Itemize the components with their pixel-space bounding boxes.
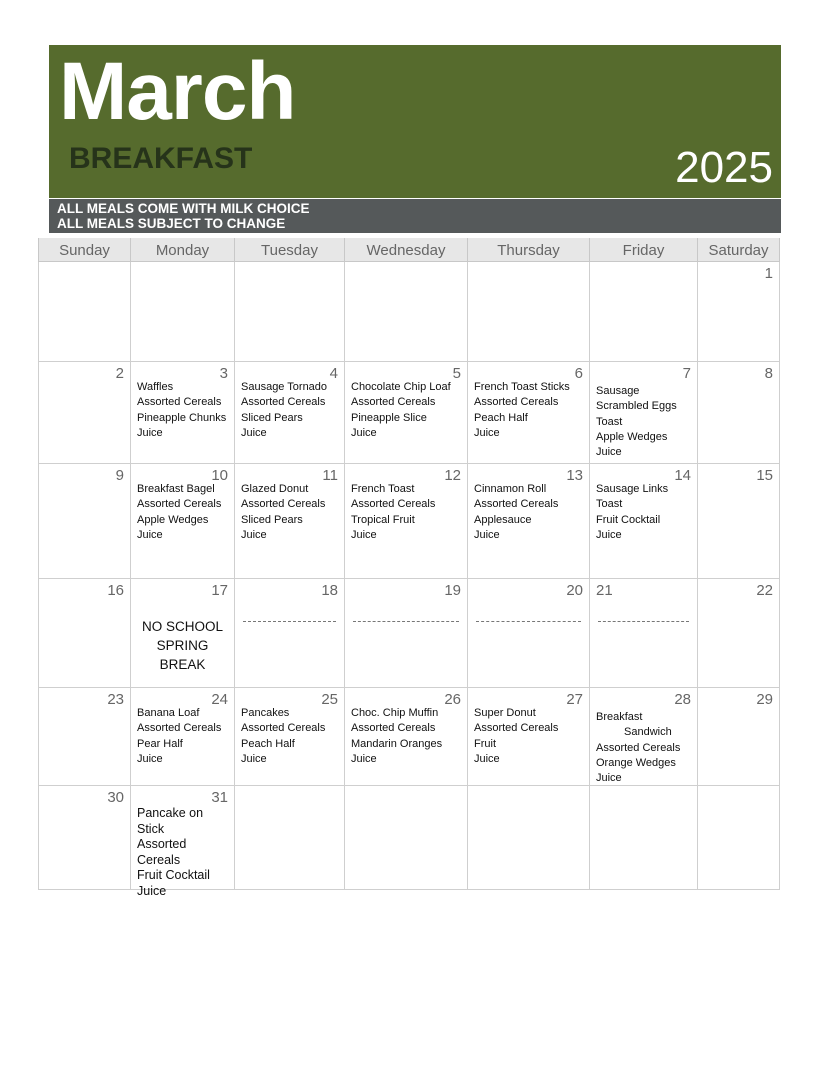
day-number: 7	[682, 365, 691, 382]
day-cell	[590, 362, 698, 464]
menu-items	[241, 482, 325, 543]
day-number: 20	[566, 582, 583, 599]
day-number: 1	[764, 265, 773, 282]
day-cell	[345, 464, 468, 579]
menu-items	[137, 482, 221, 543]
day-cell	[345, 262, 468, 362]
day-number: 9	[115, 467, 124, 484]
menu-items	[241, 380, 327, 441]
day-cell	[468, 579, 590, 688]
day-cell	[131, 688, 235, 786]
menu-item: Pancakes	[241, 707, 290, 719]
menu-item: Scrambled Eggs	[596, 400, 677, 413]
day-cell	[468, 362, 590, 464]
menu-item: Assorted Cereals	[241, 396, 326, 409]
day-number: 19	[444, 582, 461, 599]
day-number: 8	[764, 365, 773, 382]
menu-item: Fruit Cocktail	[596, 513, 661, 526]
menu-item: Breakfast Bagel	[137, 483, 215, 495]
menu-item: Assorted	[137, 837, 187, 851]
notice-text: BREAK	[159, 657, 206, 672]
day-cell	[235, 464, 345, 579]
menu-item: Pear Half	[137, 737, 183, 750]
day-cell	[131, 362, 235, 464]
menu-items	[474, 706, 558, 767]
menu-item: Juice	[474, 528, 500, 541]
day-cell	[38, 786, 131, 890]
menu-item: Juice	[596, 772, 622, 785]
title-banner	[49, 45, 781, 198]
notice-line: ALL MEALS SUBJECT TO CHANGE	[57, 216, 286, 231]
day-number: 15	[756, 467, 773, 484]
menu-item: Juice	[137, 528, 163, 541]
day-number: 10	[211, 467, 228, 484]
day-cell	[590, 579, 698, 688]
menu-item: Toast	[596, 415, 623, 428]
menu-item: Assorted Cereals	[351, 498, 436, 511]
day-cell	[235, 688, 345, 786]
day-header-thursday: Thursday	[468, 238, 590, 262]
menu-item: Stick	[137, 821, 165, 836]
day-number: 17	[211, 582, 228, 599]
menu-items	[474, 482, 558, 543]
day-number: 26	[444, 691, 461, 708]
day-cell	[468, 688, 590, 786]
day-number: 6	[574, 365, 583, 382]
menu-item: Peach Half	[241, 737, 295, 750]
day-cell	[131, 262, 235, 362]
day-number: 18	[321, 582, 338, 599]
menu-items	[137, 806, 210, 899]
no-school-notice	[131, 617, 234, 674]
day-cell	[590, 262, 698, 362]
menu-item: Juice	[241, 752, 267, 765]
menu-items	[241, 706, 325, 767]
day-cell	[345, 688, 468, 786]
day-cell	[698, 786, 780, 890]
menu-items	[351, 482, 435, 543]
menu-items	[474, 380, 570, 441]
day-header-saturday: Saturday	[698, 238, 780, 262]
day-cell	[38, 362, 131, 464]
menu-item: Assorted Cereals	[137, 396, 222, 409]
menu-item: Assorted Cereals	[137, 722, 222, 735]
day-cell	[698, 464, 780, 579]
notice-text: NO SCHOOL	[141, 619, 223, 634]
menu-item: Juice	[137, 883, 167, 898]
menu-item: Peach Half	[474, 411, 528, 424]
menu-item: Choc. Chip Muffin	[351, 707, 439, 719]
day-number: 23	[107, 691, 124, 708]
menu-item: Juice	[241, 426, 267, 439]
menu-item: Cereals	[137, 852, 181, 867]
menu-item: Assorted Cereals	[596, 741, 681, 754]
day-number: 27	[566, 691, 583, 708]
dashed-line	[476, 621, 581, 622]
menu-item: Mandarin Oranges	[351, 737, 443, 750]
day-cell	[345, 362, 468, 464]
menu-item: Assorted Cereals	[351, 722, 436, 735]
menu-item: Glazed Donut	[241, 483, 309, 495]
day-header-monday: Monday	[131, 238, 235, 262]
menu-item: Juice	[241, 528, 267, 541]
day-cell	[235, 786, 345, 890]
menu-item: Apple Wedges	[137, 513, 209, 526]
menu-item: Pineapple Chunks	[137, 411, 227, 424]
dashed-line	[243, 621, 336, 622]
menu-item: Assorted Cereals	[137, 498, 222, 511]
day-header-friday: Friday	[590, 238, 698, 262]
menu-item: Sliced Pears	[241, 513, 303, 526]
menu-item: Super Donut	[474, 707, 536, 719]
menu-item: Juice	[596, 528, 622, 541]
menu-item: Orange Wedges	[596, 756, 676, 769]
menu-item: French Toast	[351, 483, 415, 495]
day-cell	[38, 262, 131, 362]
day-number: 16	[107, 582, 124, 599]
menu-item: Apple Wedges	[596, 430, 668, 443]
day-number: 3	[219, 365, 228, 382]
day-number: 5	[452, 365, 461, 382]
day-cell	[235, 579, 345, 688]
day-cell	[590, 464, 698, 579]
menu-item: Toast	[596, 498, 623, 511]
menu-item: Juice	[351, 426, 377, 439]
day-number: 2	[115, 365, 124, 382]
menu-item: Sausage	[596, 385, 640, 397]
menu-item: Sausage Tornado	[241, 381, 328, 393]
menu-item: French Toast Sticks	[474, 381, 570, 393]
day-number: 14	[674, 467, 691, 484]
day-cell	[698, 688, 780, 786]
menu-item: Chocolate Chip Loaf	[351, 381, 451, 393]
menu-item: Assorted Cereals	[474, 722, 559, 735]
day-number: 12	[444, 467, 461, 484]
menu-item: Sliced Pears	[241, 411, 303, 424]
menu-item: Tropical Fruit	[351, 513, 415, 526]
day-number: 31	[211, 789, 228, 806]
meal-subtitle: BREAKFAST	[69, 142, 253, 175]
month-title: March	[59, 46, 296, 137]
menu-item: Cinnamon Roll	[474, 483, 547, 495]
menu-item: Juice	[474, 426, 500, 439]
dashed-line	[598, 621, 689, 622]
year-label: 2025	[675, 143, 773, 192]
day-cell	[698, 579, 780, 688]
menu-item: Assorted Cereals	[351, 396, 436, 409]
day-cell	[590, 688, 698, 786]
day-cell	[131, 786, 235, 898]
day-number: 24	[211, 691, 228, 708]
menu-item: Juice	[351, 752, 377, 765]
day-cell	[590, 786, 698, 890]
menu-items	[351, 380, 451, 441]
menu-items	[596, 384, 677, 460]
menu-item: Waffles	[137, 381, 174, 393]
notice-line: ALL MEALS COME WITH MILK CHOICE	[57, 201, 310, 216]
day-cell	[698, 362, 780, 464]
day-number: 21	[596, 582, 613, 599]
menu-item: Fruit	[474, 737, 496, 750]
menu-item: Assorted Cereals	[474, 396, 559, 409]
day-cell	[38, 579, 131, 688]
menu-item: Juice	[137, 752, 163, 765]
day-number: 4	[329, 365, 338, 382]
dashed-line	[353, 621, 459, 622]
menu-item: Breakfast	[596, 711, 643, 723]
menu-items	[137, 706, 221, 767]
day-cell	[468, 262, 590, 362]
day-cell	[235, 362, 345, 464]
menu-item: Juice	[474, 752, 500, 765]
day-header-wednesday: Wednesday	[345, 238, 468, 262]
day-cell	[345, 579, 468, 688]
day-number: 29	[756, 691, 773, 708]
menu-item: Pineapple Slice	[351, 411, 427, 424]
menu-item: Sandwich	[624, 726, 672, 739]
menu-item: Applesauce	[474, 513, 532, 526]
day-cell	[38, 688, 131, 786]
day-header-tuesday: Tuesday	[235, 238, 345, 262]
menu-item: Juice	[137, 426, 163, 439]
day-header-sunday: Sunday	[38, 238, 131, 262]
day-number: 25	[321, 691, 338, 708]
notice-bar	[49, 199, 781, 233]
day-cell	[345, 786, 468, 890]
day-cell	[38, 464, 131, 579]
day-cell	[235, 262, 345, 362]
menu-items	[596, 710, 680, 786]
day-number: 11	[322, 467, 338, 484]
menu-item: Juice	[351, 528, 377, 541]
menu-item: Juice	[596, 446, 622, 459]
day-number: 13	[566, 467, 583, 484]
notice-text: SPRING	[156, 638, 209, 653]
day-number: 28	[674, 691, 691, 708]
menu-item: Assorted Cereals	[474, 498, 559, 511]
calendar-grid	[38, 238, 780, 898]
day-cell	[131, 579, 235, 688]
menu-items	[596, 482, 668, 543]
menu-item: Pancake on	[137, 806, 204, 820]
day-number: 30	[107, 789, 124, 806]
menu-item: Banana Loaf	[137, 707, 200, 719]
day-cell	[131, 464, 235, 579]
menu-item: Sausage Links	[596, 483, 669, 495]
menu-item: Assorted Cereals	[241, 722, 326, 735]
menu-item: Assorted Cereals	[241, 498, 326, 511]
menu-items	[351, 706, 442, 767]
day-number: 22	[756, 582, 773, 599]
menu-items	[137, 380, 226, 441]
day-cell	[468, 786, 590, 890]
day-cell	[468, 464, 590, 579]
day-cell	[698, 262, 780, 362]
menu-item: Fruit Cocktail	[137, 868, 210, 882]
